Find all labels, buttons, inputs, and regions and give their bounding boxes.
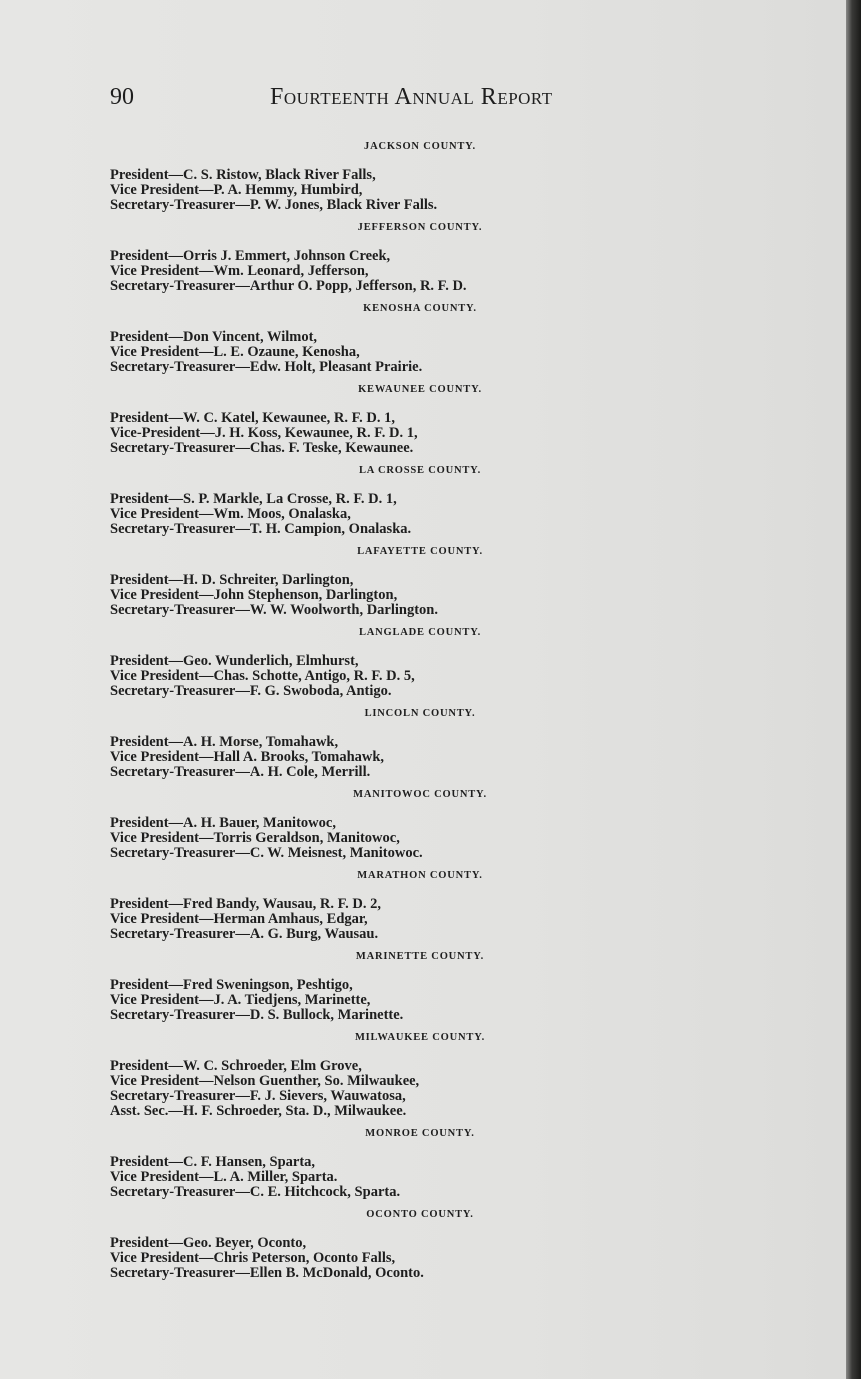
officer-entry: President—Orris J. Emmert, Johnson Creek, — [110, 248, 391, 264]
officer-entry: Vice President—Wm. Moos, Onalaska, — [110, 506, 351, 522]
officer-entry: Secretary-Treasurer—F. J. Sievers, Wauwatosa, — [110, 1088, 406, 1104]
county-heading: MILWAUKEE COUNTY. — [354, 1032, 486, 1043]
county-block — [110, 1127, 580, 1200]
book-binding-edge — [846, 0, 861, 1379]
county-block — [110, 1208, 580, 1281]
county-heading: JEFFERSON COUNTY. — [357, 222, 483, 233]
officer-entry: Secretary-Treasurer—C. W. Meisnest, Manitowoc. — [110, 845, 423, 861]
officer-entry: President—W. C. Schroeder, Elm Grove, — [110, 1058, 362, 1074]
officer-entry: Secretary-Treasurer—Edw. Holt, Pleasant Prairie. — [110, 359, 423, 375]
officer-entry: President—A. H. Bauer, Manitowoc, — [110, 815, 336, 831]
county-block — [110, 1031, 580, 1119]
officer-entry: Vice President—Chris Peterson, Oconto Falls, — [110, 1250, 396, 1266]
running-title: Fourteenth Annual Report — [270, 84, 553, 110]
county-heading: JACKSON COUNTY. — [364, 141, 476, 152]
county-block — [110, 869, 580, 942]
officer-entry: Vice President—John Stephenson, Darlington, — [110, 587, 398, 603]
officer-entry: Vice President—Nelson Guenther, So. Milwaukee, — [110, 1073, 420, 1089]
officer-entry: Vice President—Hall A. Brooks, Tomahawk, — [110, 749, 385, 765]
county-heading: MANITOWOC COUNTY. — [353, 789, 487, 800]
officer-entry: Vice President—Chas. Schotte, Antigo, R. F. D. 5, — [110, 668, 415, 684]
officer-entry: President—Don Vincent, Wilmot, — [110, 329, 318, 345]
county-block — [110, 950, 580, 1023]
officer-entry: Secretary-Treasurer—A. G. Burg, Wausau. — [110, 926, 379, 942]
county-block — [110, 221, 580, 294]
county-block — [110, 707, 580, 780]
county-heading: LINCOLN COUNTY. — [364, 708, 476, 719]
officer-entry: Vice-President—J. H. Koss, Kewaunee, R. F. D. 1, — [110, 425, 418, 441]
officer-entry: President—W. C. Katel, Kewaunee, R. F. D. 1, — [110, 410, 396, 426]
county-heading: LA CROSSE COUNTY. — [358, 465, 482, 476]
officer-entry: President—Geo. Wunderlich, Elmhurst, — [110, 653, 359, 669]
officer-entry: Vice President—L. E. Ozaune, Kenosha, — [110, 344, 360, 360]
county-block — [110, 788, 580, 861]
county-officers-list — [110, 140, 580, 1289]
county-block — [110, 383, 580, 456]
county-heading: MARINETTE COUNTY. — [355, 951, 485, 962]
officer-entry: Vice President—J. A. Tiedjens, Marinette, — [110, 992, 371, 1008]
officer-entry: Vice President—Herman Amhaus, Edgar, — [110, 911, 368, 927]
officer-entry: President—A. H. Morse, Tomahawk, — [110, 734, 339, 750]
officer-entry: Secretary-Treasurer—Chas. F. Teske, Kewaunee. — [110, 440, 414, 456]
county-heading: KEWAUNEE COUNTY. — [358, 384, 482, 395]
officer-entry: President—Fred Bandy, Wausau, R. F. D. 2, — [110, 896, 381, 912]
officer-entry: Secretary-Treasurer—Ellen B. McDonald, Oconto. — [110, 1265, 424, 1281]
county-block — [110, 140, 580, 213]
county-heading: KENOSHA COUNTY. — [363, 303, 477, 314]
officer-entry: President—C. S. Ristow, Black River Falls, — [110, 167, 376, 183]
officer-entry: Secretary-Treasurer—T. H. Campion, Onalaska. — [110, 521, 412, 537]
county-heading: LAFAYETTE COUNTY. — [357, 546, 483, 557]
officer-entry: President—S. P. Markle, La Crosse, R. F. D. 1, — [110, 491, 397, 507]
officer-entry: Vice President—P. A. Hemmy, Humbird, — [110, 182, 363, 198]
officer-entry: Secretary-Treasurer—Arthur O. Popp, Jefferson, R. F. D. — [110, 278, 467, 294]
officer-entry: Secretary-Treasurer—F. G. Swoboda, Antigo. — [110, 683, 392, 699]
officer-entry: President—Fred Sweningson, Peshtigo, — [110, 977, 353, 993]
officer-entry: Vice President—Torris Geraldson, Manitowoc, — [110, 830, 400, 846]
county-block — [110, 626, 580, 699]
officer-entry: President—C. F. Hansen, Sparta, — [110, 1154, 316, 1170]
county-heading: LANGLADE COUNTY. — [358, 627, 482, 638]
county-block — [110, 302, 580, 375]
officer-entry: Secretary-Treasurer—W. W. Woolworth, Darlington. — [110, 602, 438, 618]
officer-entry: President—H. D. Schreiter, Darlington, — [110, 572, 354, 588]
officer-entry: Secretary-Treasurer—C. E. Hitchcock, Sparta. — [110, 1184, 401, 1200]
officer-entry: Secretary-Treasurer—P. W. Jones, Black River Falls. — [110, 197, 438, 213]
county-heading: OCONTO COUNTY. — [366, 1209, 474, 1220]
page-header — [110, 84, 630, 118]
officer-entry: Asst. Sec.—H. F. Schroeder, Sta. D., Milwaukee. — [110, 1103, 407, 1119]
officer-entry: Vice President—Wm. Leonard, Jefferson, — [110, 263, 369, 279]
officer-entry: Vice President—L. A. Miller, Sparta. — [110, 1169, 338, 1185]
officer-entry: President—Geo. Beyer, Oconto, — [110, 1235, 307, 1251]
county-heading: MARATHON COUNTY. — [357, 870, 483, 881]
officer-entry: Secretary-Treasurer—A. H. Cole, Merrill. — [110, 764, 371, 780]
county-block — [110, 464, 580, 537]
county-block — [110, 545, 580, 618]
officer-entry: Secretary-Treasurer—D. S. Bullock, Marinette. — [110, 1007, 404, 1023]
page-number: 90 — [110, 84, 134, 110]
county-heading: MONROE COUNTY. — [365, 1128, 475, 1139]
